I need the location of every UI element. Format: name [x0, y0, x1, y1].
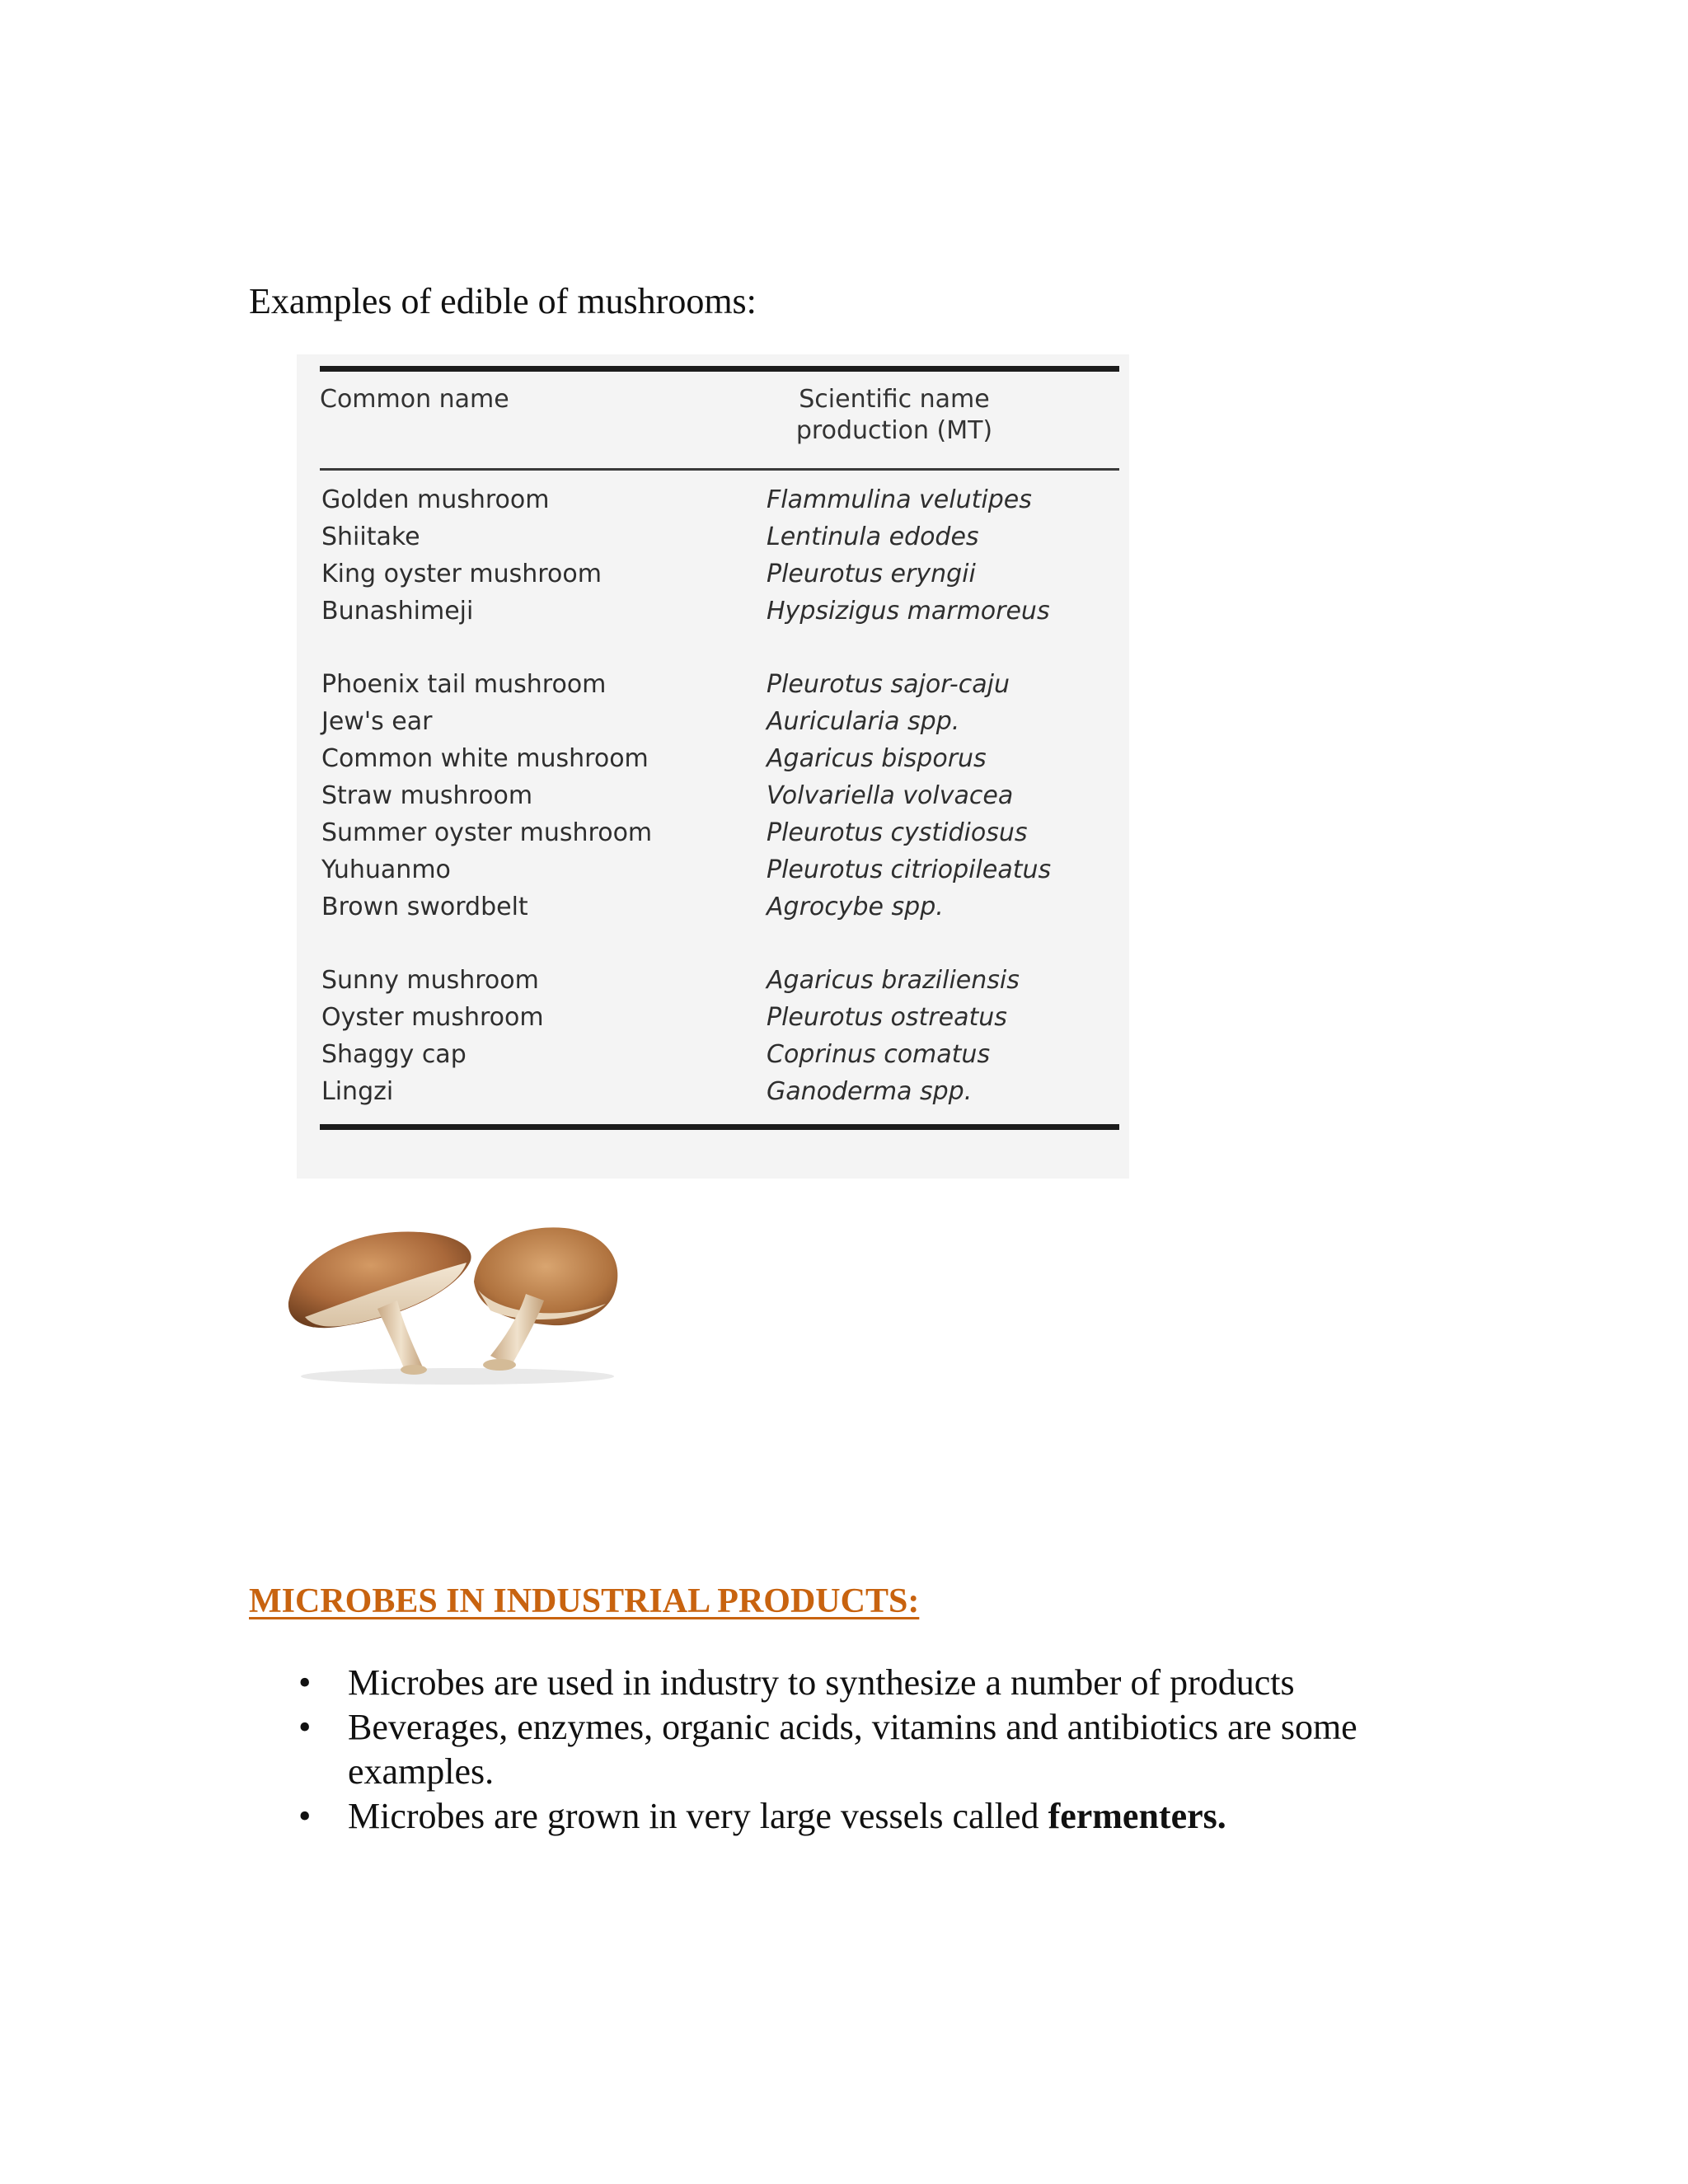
- table-row: [321, 777, 1113, 814]
- cell-common-name: Shaggy cap: [321, 1040, 467, 1069]
- list-item: [249, 1794, 1452, 1839]
- cell-common-name: Bunashimeji: [321, 597, 474, 626]
- table-row: [321, 518, 1113, 555]
- cell-scientific-name: Volvariella volvacea: [767, 781, 1014, 810]
- table-row: [321, 555, 1113, 593]
- table-row: [321, 888, 1113, 926]
- table-row: [321, 999, 1113, 1036]
- cell-scientific-name: Pleurotus eryngii: [767, 560, 976, 588]
- list-item-text: Microbes are used in industry to synthesize a number of products: [348, 1662, 1295, 1703]
- list-item-text: Microbes are grown in very large vessels called: [348, 1796, 1048, 1836]
- cell-common-name: Brown swordbelt: [321, 893, 528, 921]
- cell-scientific-name: Auricularia spp.: [767, 707, 960, 736]
- list-item-bold-text: fermenters.: [1048, 1796, 1226, 1836]
- cell-scientific-name: Agaricus braziliensis: [767, 966, 1020, 995]
- cell-scientific-name: Pleurotus citriopileatus: [767, 855, 1052, 884]
- table-row-group: [321, 481, 1113, 630]
- header-common-name: Common name: [320, 385, 509, 414]
- table-row: [321, 1036, 1113, 1073]
- list-item: [249, 1661, 1452, 1705]
- table-row: [321, 703, 1113, 740]
- table-row-group: [321, 666, 1113, 926]
- bullet-icon: •: [298, 1662, 312, 1703]
- cell-scientific-name: Pleurotus cystidiosus: [767, 818, 1028, 847]
- cell-scientific-name: Agaricus bisporus: [767, 744, 987, 773]
- cell-common-name: Common white mushroom: [321, 744, 649, 773]
- cell-scientific-name: Hypsizigus marmoreus: [767, 597, 1050, 626]
- cell-scientific-name: Lentinula edodes: [767, 523, 979, 551]
- list-item-text: Beverages, enzymes, organic acids, vitamins and antibiotics are some examples.: [348, 1707, 1357, 1792]
- cell-common-name: Lingzi: [321, 1077, 394, 1106]
- table-bottom-rule: [320, 1124, 1119, 1130]
- shiitake-mushroom-image: [280, 1212, 635, 1393]
- table-row: [321, 1073, 1113, 1110]
- table-header-rule: [320, 468, 1119, 471]
- table-row: [321, 666, 1113, 703]
- cell-scientific-name: Flammulina velutipes: [767, 485, 1032, 514]
- table-row: [321, 814, 1113, 851]
- bullet-icon: •: [298, 1796, 312, 1836]
- bullet-list: [249, 1661, 1452, 1839]
- table-row: [321, 962, 1113, 999]
- cell-common-name: Oyster mushroom: [321, 1003, 544, 1032]
- table-row: [321, 740, 1113, 777]
- cell-common-name: Jew's ear: [321, 707, 433, 736]
- table-row: [321, 481, 1113, 518]
- table-row: [321, 851, 1113, 888]
- section-heading: MICROBES IN INDUSTRIAL PRODUCTS:: [249, 1582, 920, 1620]
- cell-common-name: Shiitake: [321, 523, 420, 551]
- bullet-icon: •: [298, 1707, 312, 1747]
- cell-scientific-name: Coprinus comatus: [767, 1040, 991, 1069]
- cell-scientific-name: Pleurotus sajor-caju: [767, 670, 1010, 699]
- cell-common-name: Yuhuanmo: [321, 855, 451, 884]
- intro-text: Examples of edible of mushrooms:: [249, 281, 757, 321]
- list-item: [249, 1705, 1452, 1794]
- header-scientific-name: Scientific name production (MT): [795, 385, 993, 445]
- table-body: [321, 481, 1113, 1110]
- mushroom-table-image: [297, 354, 1129, 1179]
- cell-common-name: Straw mushroom: [321, 781, 533, 810]
- cell-common-name: Phoenix tail mushroom: [321, 670, 607, 699]
- cell-common-name: King oyster mushroom: [321, 560, 602, 588]
- cell-scientific-name: Ganoderma spp.: [767, 1077, 973, 1106]
- cell-scientific-name: Agrocybe spp.: [767, 893, 944, 921]
- table-top-rule: [320, 366, 1119, 372]
- cell-common-name: Golden mushroom: [321, 485, 550, 514]
- cell-common-name: Sunny mushroom: [321, 966, 539, 995]
- cell-scientific-name: Pleurotus ostreatus: [767, 1003, 1007, 1032]
- cell-common-name: Summer oyster mushroom: [321, 818, 653, 847]
- table-row: [321, 593, 1113, 630]
- table-row-group: [321, 962, 1113, 1110]
